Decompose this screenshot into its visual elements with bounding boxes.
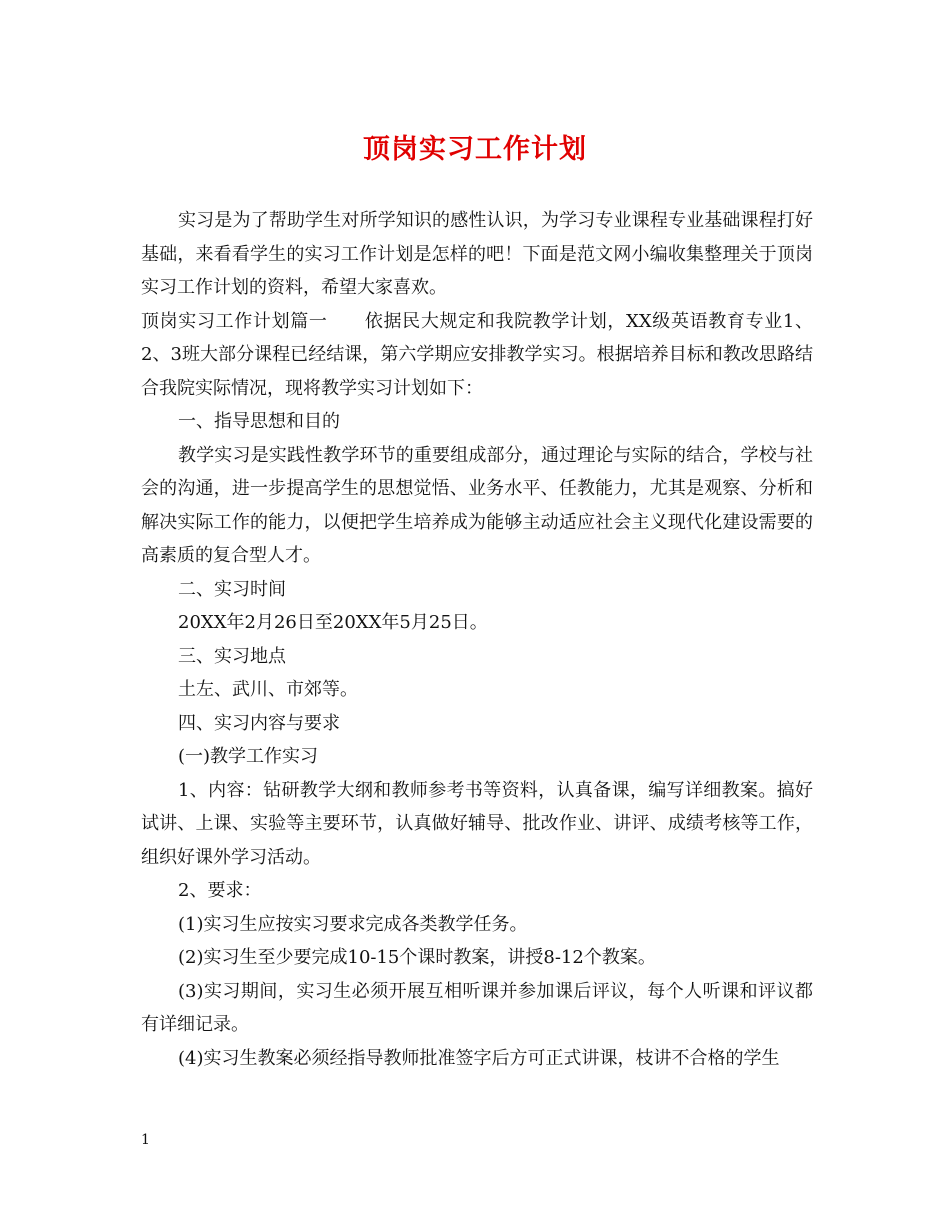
- paragraph-guiding-ideas: 教学实习是实践性教学环节的重要组成部分，通过理论与实际的结合，学校与社会的沟通，进一步提高学生的思想觉悟、业务水平、任教能力，尤其是观察、分析和解决实际工作的能力，以便把学生培养成为能够主动适应社会主义现代化建设需要的高素质的复合型人才。: [141, 444, 813, 566]
- paragraph-requirements-heading: 2、要求：: [178, 880, 262, 901]
- document-title: 顶岗实习工作计划: [363, 134, 587, 165]
- list-item-requirement-2: (2)实习生至少要完成10-15个课时教案，讲授8-12个教案。: [178, 947, 656, 968]
- section-heading-time: 二、实习时间: [178, 578, 286, 600]
- paragraph-location: 土左、武川、市郊等。: [178, 679, 358, 700]
- section-heading-location: 三、实习地点: [178, 645, 286, 667]
- section-heading-guiding-ideas: 一、指导思想和目的: [178, 411, 340, 432]
- paragraph-plan-intro: 顶岗实习工作计划篇一 依据民大规定和我院教学计划，XX级英语教育专业1、2、3班大部分课程已经结课，第六学期应安排教学实习。根据培养目标和教改思路结合我院实际情况，现将教学实习计划如下：: [141, 310, 813, 399]
- list-item-requirement-4: (4)实习生教案必须经指导教师批准签字后方可正式讲课，枝讲不合格的学生: [178, 1047, 780, 1069]
- paragraph-intro: 实习是为了帮助学生对所学知识的感性认识，为学习专业课程专业基础课程打好基础，来看看学生的实习工作计划是怎样的吧！下面是范文网小编收集整理关于顶岗实习工作计划的资料，希望大家喜欢。: [141, 210, 813, 298]
- paragraph-time: 20XX年2月26日至20XX年5月25日。: [178, 612, 488, 633]
- list-item-requirement-3: (3)实习期间，实习生必须开展互相听课并参加课后评议，每个人听课和评议都有详细记录。: [141, 980, 813, 1035]
- page-number: 1: [141, 1132, 150, 1148]
- paragraph-teaching-content: 1、内容：钻研教学大纲和教师参考书等资料，认真备课，编写详细教案。搞好试讲、上课、实验等主要环节，认真做好辅导、批改作业、讲评、成绩考核等工作，组织好课外学习活动。: [141, 779, 813, 868]
- subsection-heading-teaching: (一)教学工作实习: [178, 746, 319, 767]
- section-heading-content: 四、实习内容与要求: [178, 712, 340, 734]
- list-item-requirement-1: (1)实习生应按实习要求完成各类教学任务。: [178, 913, 528, 935]
- document-body: [141, 204, 813, 1075]
